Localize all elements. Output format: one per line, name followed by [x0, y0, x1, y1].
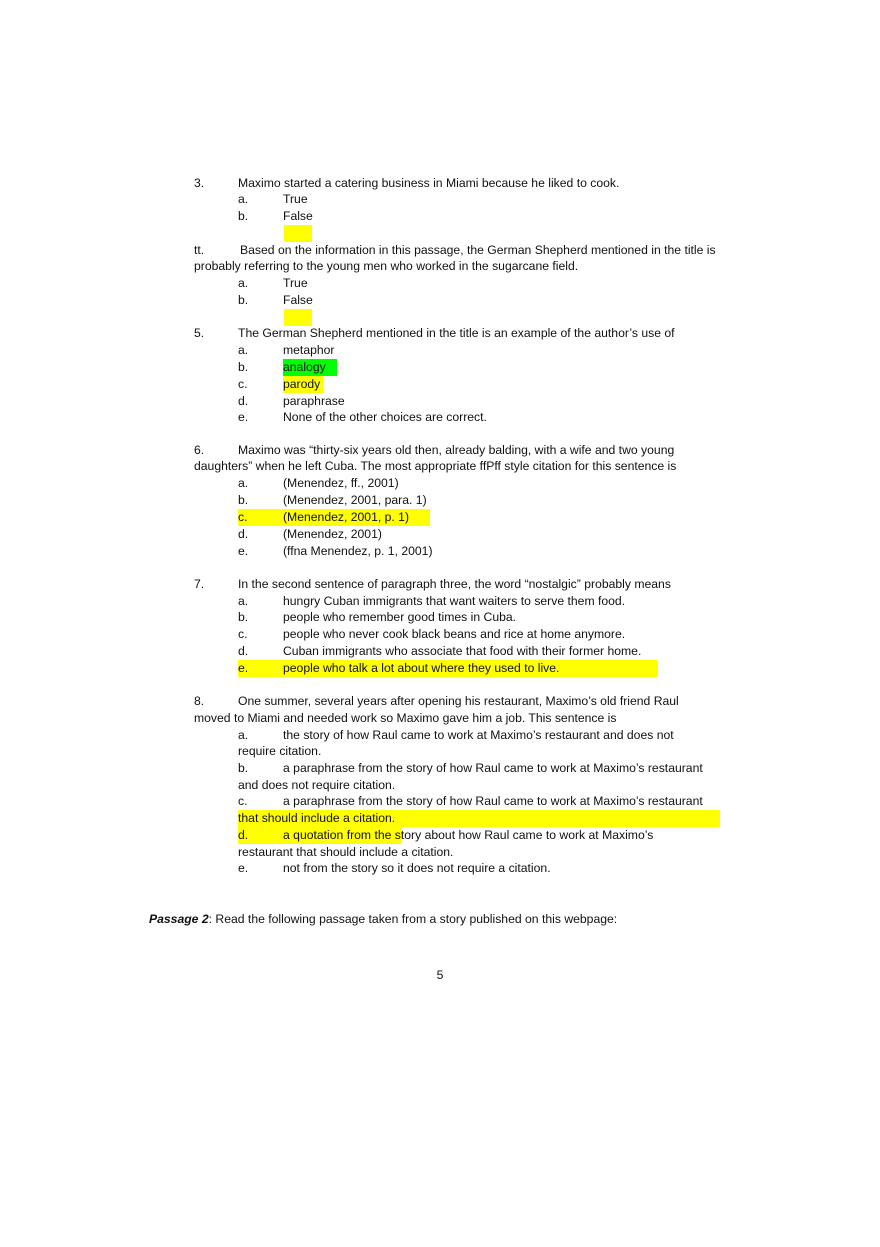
- option-text-highlighted-part: a quotation from the: [283, 828, 395, 842]
- question-stem: Maximo was “thirty-six years old then, already balding, with a wife and two young: [238, 443, 675, 457]
- option-letter: e.: [238, 410, 249, 424]
- option-text-rest: story about how Raul came to work at Maximo’s: [394, 828, 654, 842]
- option-letter: d.: [238, 828, 249, 842]
- option-letter: d.: [238, 644, 249, 658]
- option-letter: a.: [238, 343, 249, 357]
- option-text: a paraphrase from the story of how Raul came to work at Maximo’s restaurant: [283, 794, 703, 808]
- question-number: 7.: [194, 577, 205, 591]
- option-letter: b.: [238, 610, 249, 624]
- option-text: a paraphrase from the story of how Raul came to work at Maximo’s restaurant: [283, 761, 703, 775]
- option-text-highlighted: (Menendez, 2001, p. 1): [283, 510, 410, 524]
- option-text: the story of how Raul came to work at Maximo’s restaurant and does not: [283, 728, 674, 742]
- option-letter: a.: [238, 192, 249, 206]
- page-number: 5: [436, 968, 444, 982]
- question-stem: The German Shepherd mentioned in the title is an example of the author’s use of: [238, 326, 675, 340]
- question-stem-continued: daughters” when he left Cuba. The most appropriate ffPff style citation for this sentence is: [194, 459, 677, 473]
- passage-intro: [149, 911, 617, 928]
- option-letter: b.: [238, 209, 249, 223]
- option-letter: b.: [238, 360, 249, 374]
- option-text: (ffna Menendez, p. 1, 2001): [283, 544, 433, 558]
- option-letter: e.: [238, 661, 249, 675]
- option-text: (Menendez, 2001, para. 1): [283, 493, 427, 507]
- option-text: (Menendez, 2001): [283, 527, 382, 541]
- question-stem-continued: moved to Miami and needed work so Maximo gave him a job. This sentence is: [194, 711, 617, 725]
- option-text: (Menendez, ff., 2001): [283, 476, 399, 490]
- highlight-mark: [284, 309, 312, 326]
- option-text: [283, 827, 653, 844]
- option-letter: b.: [238, 293, 249, 307]
- option-text-continued: and does not require citation.: [238, 778, 396, 792]
- option-text: paraphrase: [283, 394, 345, 408]
- option-text-highlighted: people who talk a lot about where they used to live.: [283, 661, 560, 675]
- option-text: people who remember good times in Cuba.: [283, 610, 517, 624]
- option-letter: c.: [238, 377, 248, 391]
- option-text: hungry Cuban immigrants that want waiters to serve them food.: [283, 594, 626, 608]
- question-stem: In the second sentence of paragraph three, the word “nostalgic” probably means: [238, 577, 671, 591]
- question-number: 6.: [194, 443, 205, 457]
- question-stem: Maximo started a catering business in Miami because he liked to cook.: [238, 176, 620, 190]
- option-text: True: [283, 276, 308, 290]
- passage-label: Passage 2: [149, 912, 209, 926]
- highlight-mark: [284, 225, 312, 242]
- option-letter: b.: [238, 493, 249, 507]
- option-letter: c.: [238, 627, 248, 641]
- option-text-continued-highlighted: that should include a citation.: [238, 811, 396, 825]
- option-text-highlighted: parody: [283, 376, 323, 393]
- question-stem: One summer, several years after opening his restaurant, Maximo’s old friend Raul: [238, 694, 679, 708]
- question-number: 3.: [194, 176, 205, 190]
- option-text-continued: restaurant that should include a citation.: [238, 845, 454, 859]
- option-letter: a.: [238, 476, 249, 490]
- option-text: metaphor: [283, 343, 335, 357]
- option-letter: a.: [238, 276, 249, 290]
- option-letter: b.: [238, 761, 249, 775]
- question-number: tt.: [194, 243, 205, 257]
- question-stem: Based on the information in this passage, the German Shepherd mentioned in the title is: [240, 243, 716, 257]
- option-letter: c.: [238, 510, 248, 524]
- option-text-continued: require citation.: [238, 744, 322, 758]
- option-text: None of the other choices are correct.: [283, 410, 487, 424]
- question-stem-continued: probably referring to the young men who worked in the sugarcane field.: [194, 259, 579, 273]
- question-number: 5.: [194, 326, 205, 340]
- option-text: Cuban immigrants who associate that food with their former home.: [283, 644, 642, 658]
- question-number: 8.: [194, 694, 205, 708]
- option-text: people who never cook black beans and rice at home anymore.: [283, 627, 626, 641]
- passage-text: : Read the following passage taken from a story published on this webpage:: [208, 912, 618, 926]
- option-letter: c.: [238, 794, 248, 808]
- option-letter: a.: [238, 594, 249, 608]
- option-text: True: [283, 192, 308, 206]
- option-text: False: [283, 209, 313, 223]
- option-letter: d.: [238, 527, 249, 541]
- option-letter: d.: [238, 394, 249, 408]
- option-text-highlighted: analogy: [283, 359, 337, 376]
- option-letter: e.: [238, 861, 249, 875]
- option-letter: a.: [238, 728, 249, 742]
- option-text: False: [283, 293, 313, 307]
- option-text: not from the story so it does not require a citation.: [283, 861, 551, 875]
- option-letter: e.: [238, 544, 249, 558]
